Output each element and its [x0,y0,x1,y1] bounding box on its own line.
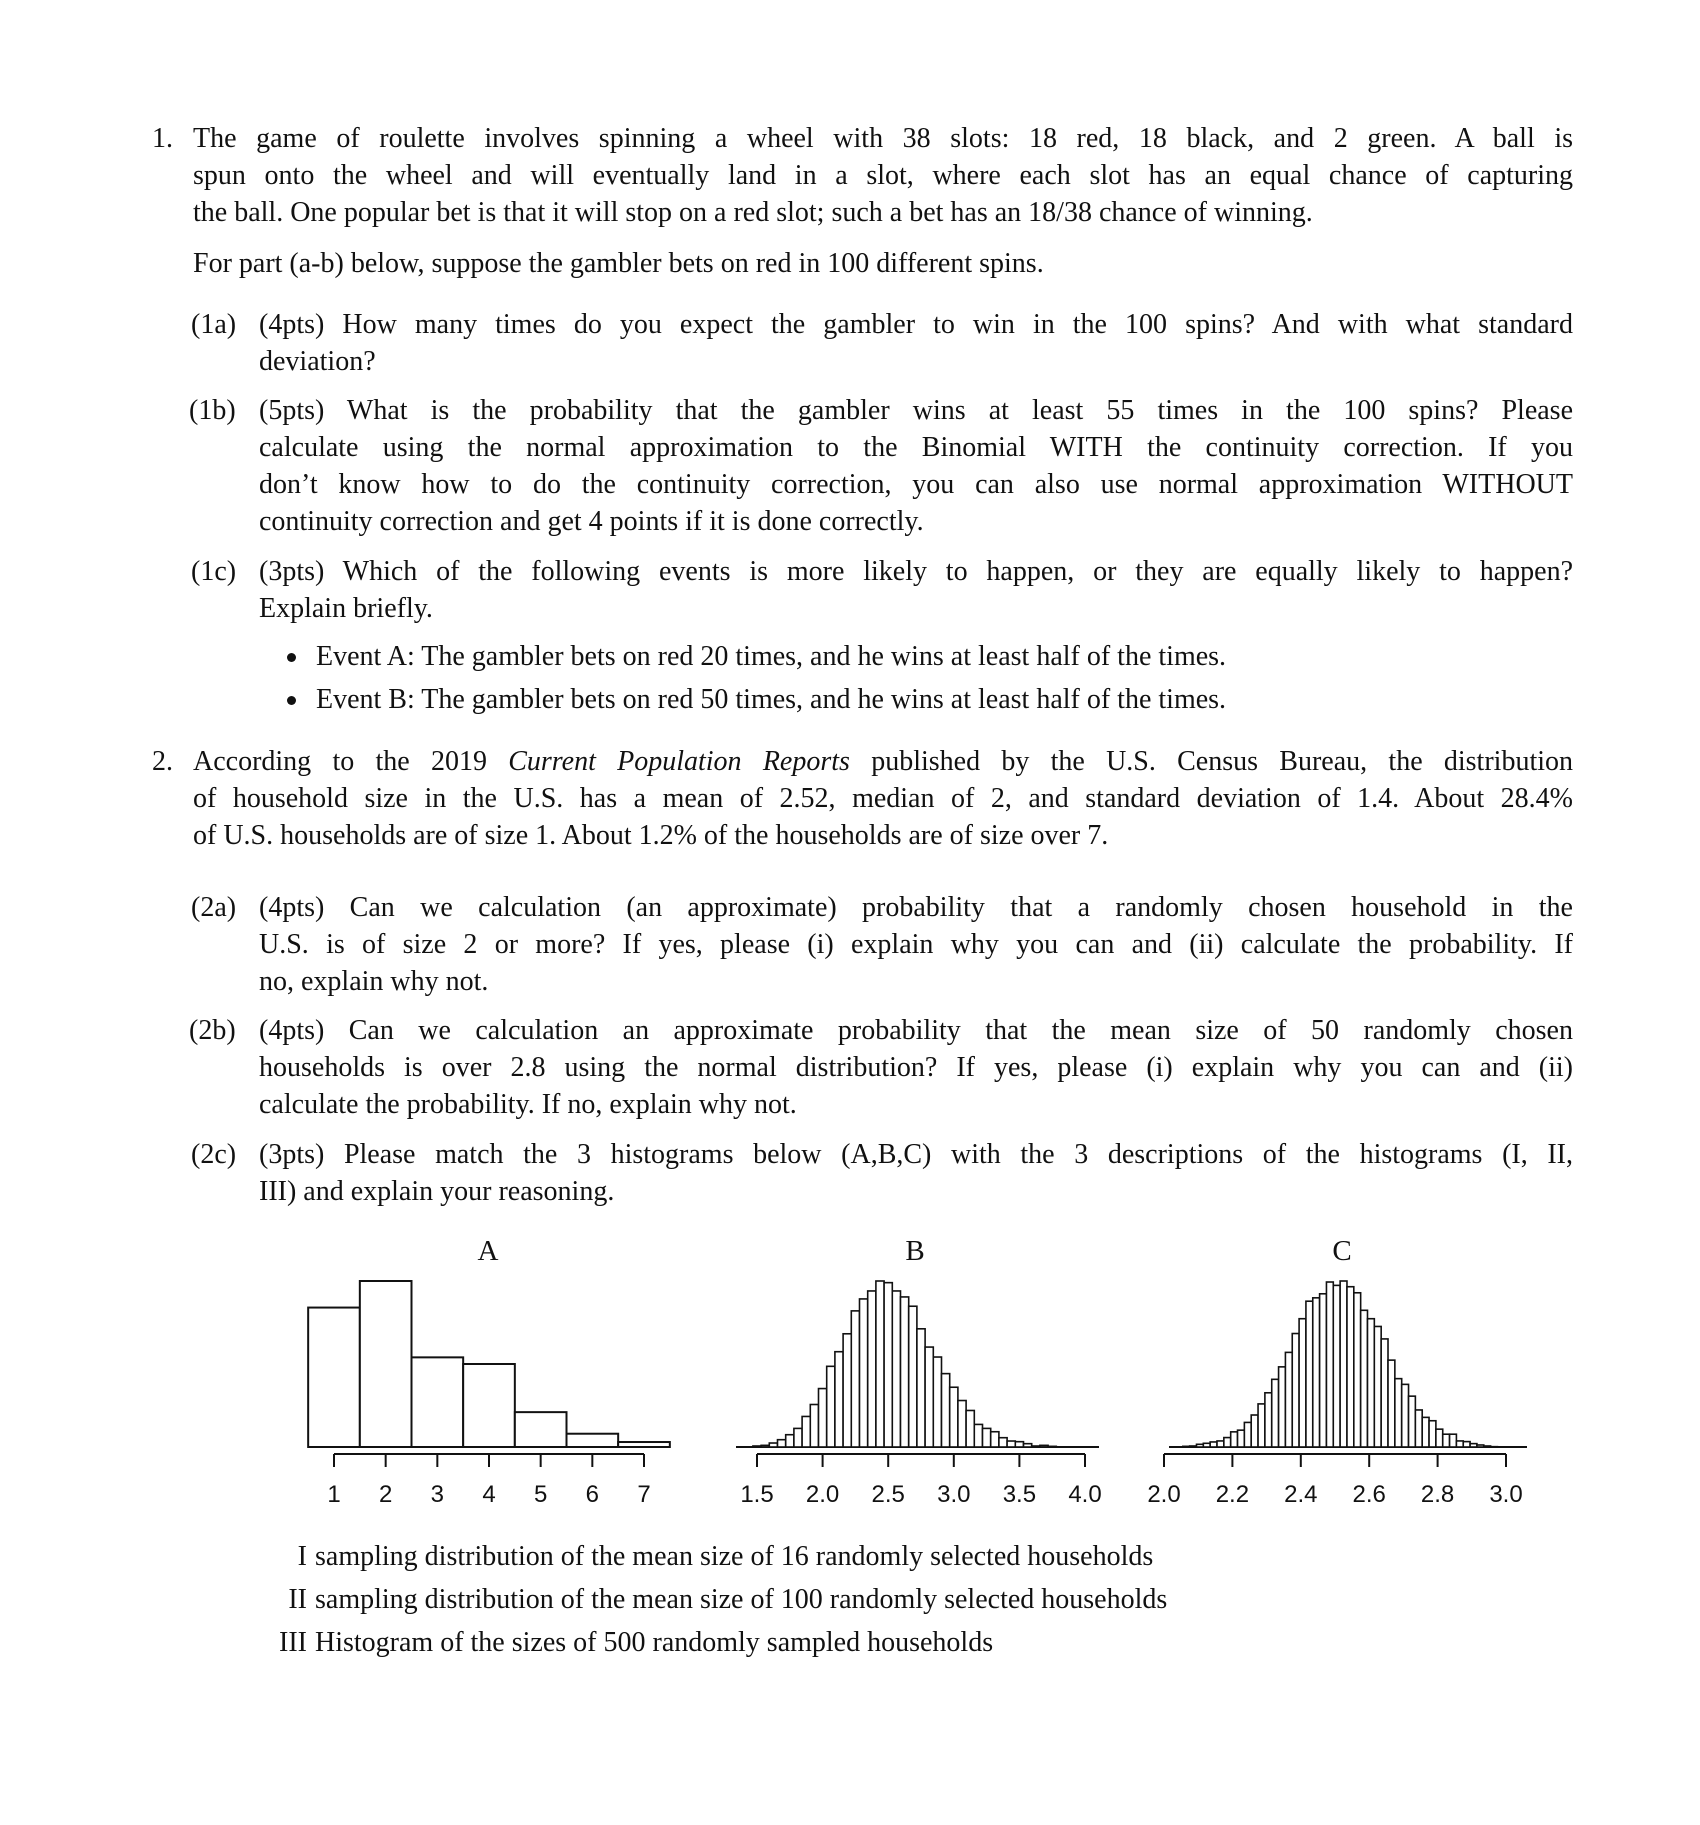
line1-post: published by the U.S. Census Bureau, the distribution [871,746,1573,777]
histogram-bar [1374,1326,1381,1447]
x-tick-label: 2.8 [1420,1481,1455,1508]
text-line: U.S. is of size 2 or more? If yes, please (i) explain why you can and (ii) calculate the probability. If [259,929,1573,960]
histogram-bar [835,1352,843,1447]
histogram-bar [1292,1334,1299,1447]
histogram-bar [974,1424,982,1447]
part-label-1c: (1c) [191,556,237,587]
text-line: (5pts) What is the probability that the gambler wins at least 55 times in the 100 spins? Please [259,395,1573,426]
histogram-bar [1024,1444,1032,1447]
histogram-bar [618,1442,670,1447]
x-tick-label: 4.0 [1068,1481,1102,1508]
histogram-bar [1224,1438,1231,1447]
part-label-2a: (2a) [191,892,237,923]
histogram-bar [1272,1379,1279,1447]
histogram-bar [1395,1379,1402,1447]
histogram-bar [827,1366,835,1447]
histogram-bar [1203,1443,1210,1447]
histogram-bar [1477,1445,1484,1447]
histogram-b [736,1281,1102,1508]
desc-text-ii: sampling distribution of the mean size of 100 randomly selected households [315,1584,1168,1615]
histogram-bar [769,1443,777,1447]
histogram-bar [999,1438,1007,1447]
x-tick-label: 5 [533,1481,548,1508]
histogram-bar [1258,1404,1265,1447]
x-tick-label: 6 [585,1481,600,1508]
histogram-bar [761,1445,769,1447]
histogram-bar [1422,1417,1429,1447]
histogram-bar [786,1435,794,1447]
histogram-bar [1190,1446,1197,1447]
histogram-bar [1354,1293,1361,1447]
histogram-bar [884,1283,892,1447]
part-label-1a: (1a) [191,309,237,340]
text-line: no, explain why not. [259,966,489,997]
text-line: of U.S. households are of size 1. About 1.2% of the households are of size over 7. [193,820,1109,851]
histogram-bar [901,1297,909,1447]
histogram-bar [412,1357,464,1447]
histogram-bar [1231,1432,1238,1447]
histogram-bar [1265,1393,1272,1447]
histogram-bar [942,1374,950,1447]
event-a-text: Event A: The gambler bets on red 20 times, and he wins at least half of the times. [316,641,1227,672]
histogram-bar [753,1446,761,1447]
text-line: Explain briefly. [259,593,433,624]
histogram-bar [1484,1446,1491,1447]
histogram-bar [1210,1442,1217,1447]
event-b-text: Event B: The gambler bets on red 50 times, and he wins at least half of the times. [316,684,1227,715]
question-1-number: 1. [152,123,173,154]
text-line: (3pts) Please match the 3 histograms below (A,B,C) with the 3 descriptions of the histograms (I, II, [259,1139,1573,1170]
histogram-bar [851,1311,859,1447]
histogram-bar [360,1281,412,1447]
histogram-bar [1340,1281,1347,1447]
text-line: spun onto the wheel and will eventually land in a slot, where each slot has an equal chance of capturing [193,160,1573,191]
histogram-bar [1015,1442,1023,1447]
histogram-bar [1196,1444,1203,1447]
histogram-bar [1285,1352,1292,1447]
text-line: (4pts) Can we calculation an approximate probability that the mean size of 50 randomly chosen [259,1015,1573,1046]
histogram-bar [1388,1360,1395,1447]
x-tick-label: 2.4 [1284,1481,1318,1508]
x-tick-label: 1.5 [740,1481,774,1508]
histogram-bar [1183,1446,1190,1447]
histogram-bar [794,1428,802,1447]
histogram-bar [1436,1429,1443,1447]
desc-text-i: sampling distribution of the mean size of 16 randomly selected households [315,1541,1154,1572]
x-tick-label: 3.0 [1489,1481,1523,1508]
histogram-bar [1381,1339,1388,1447]
histogram-bar [1470,1444,1477,1447]
report-title: Current Population Reports [508,746,850,777]
histogram-bar [1007,1441,1015,1447]
histogram-bar [1409,1396,1416,1447]
histogram-c-title: C [1332,1235,1352,1267]
histogram-bar [950,1387,958,1447]
histogram-bar [1443,1434,1450,1447]
line1-pre: According to the 2019 [193,746,487,777]
histogram-bar [983,1428,991,1447]
histogram-bar [1320,1294,1327,1447]
histogram-bar [778,1440,786,1447]
question-2-number: 2. [152,746,173,777]
histogram-bar [1361,1310,1368,1447]
histogram-bar [1217,1441,1224,1447]
text-line: of household size in the U.S. has a mean of 2.52, median of 2, and standard deviation of 1.4. About 28.4% [193,783,1573,814]
x-tick-label: 2.0 [1147,1481,1181,1508]
histogram-bar [1244,1422,1251,1447]
histogram-bar [876,1281,884,1447]
histogram-bar [917,1329,925,1447]
x-tick-label: 4 [482,1481,496,1508]
histogram-bar [1402,1384,1409,1447]
text-line: (4pts) Can we calculation (an approximate) probability that a randomly chosen household in the [259,892,1573,923]
x-tick-label: 3 [430,1481,445,1508]
desc-numeral-i: I [297,1541,307,1572]
histogram-bar [925,1347,933,1447]
histogram-bar [1238,1430,1245,1447]
part-label-1b: (1b) [189,395,236,426]
x-tick-label: 2.2 [1215,1481,1250,1508]
histogram-bar [802,1416,810,1447]
text-line: continuity correction and get 4 points if it is done correctly. [259,506,924,537]
histogram-bar [1367,1319,1374,1447]
histogram-bar [1347,1287,1354,1447]
histogram-bar [308,1308,360,1447]
part-label-2b: (2b) [189,1015,236,1046]
histogram-bar [515,1412,567,1447]
histogram-a [308,1281,670,1508]
x-tick-label: 2.6 [1352,1481,1386,1508]
desc-numeral-ii: II [288,1584,307,1615]
histogram-bar [933,1357,941,1447]
histogram-bar [958,1401,966,1447]
part-label-2c: (2c) [191,1139,237,1170]
histogram-bar [1463,1442,1470,1447]
x-tick-label: 2.0 [805,1481,840,1508]
histogram-bar [1313,1298,1320,1447]
histogram-bar [567,1434,619,1447]
histogram-bar [1326,1282,1333,1447]
histogram-bar [843,1334,851,1447]
text-line: (3pts) Which of the following events is more likely to happen, or they are equally likely to happen? [259,556,1573,587]
histogram-b-title: B [905,1235,925,1267]
x-tick-label: 3.0 [937,1481,971,1508]
histogram-bar [868,1291,876,1447]
desc-numeral-iii: III [279,1627,307,1658]
x-tick-label: 2.5 [871,1481,905,1508]
text-line: (4pts) How many times do you expect the gambler to win in the 100 spins? And with what standard [259,309,1573,340]
histogram-bar [463,1364,515,1447]
text-line: the ball. One popular bet is that it will stop on a red slot; such a bet has an 18/38 chance of winning. [193,197,1313,228]
histogram-bar [966,1410,974,1447]
histogram-a-title: A [477,1235,499,1267]
text-line: calculate using the normal approximation to the Binomial WITH the continuity correction. If you [259,432,1573,463]
text-line: households is over 2.8 using the normal distribution? If yes, please (i) explain why you can and (ii) [259,1052,1573,1083]
text-line: calculate the probability. If no, explain why not. [259,1089,797,1120]
histogram-bar [892,1291,900,1447]
x-tick-label: 1 [327,1481,341,1508]
histogram-bar [1456,1441,1463,1447]
histogram-bar [909,1306,917,1447]
x-tick-label: 3.5 [1002,1481,1037,1508]
histogram-bar [1299,1319,1306,1447]
histogram-bar [819,1389,827,1447]
histogram-bar [1251,1415,1258,1447]
histogram-bar [1415,1410,1422,1447]
histogram-bar [1279,1367,1286,1447]
histogram-bar [860,1299,868,1447]
histogram-bar [1032,1446,1040,1447]
histogram-c [1147,1281,1527,1508]
histogram-bar [1306,1301,1313,1447]
histogram-bar [1048,1446,1056,1447]
setup-text: For part (a-b) below, suppose the gambler bets on red in 100 different spins. [193,248,1044,279]
histogram-bar [1333,1285,1340,1447]
text-line: The game of roulette involves spinning a wheel with 38 slots: 18 red, 18 black, and 2 green. A ball is [193,123,1573,154]
x-tick-label: 2 [378,1481,393,1508]
text-line: deviation? [259,346,376,377]
text-line: III) and explain your reasoning. [259,1176,615,1207]
histogram-bar [1040,1445,1048,1447]
x-tick-label: 7 [637,1481,651,1508]
histogram-bar [1450,1434,1457,1447]
desc-text-iii: Histogram of the sizes of 500 randomly sampled households [315,1627,994,1658]
text-line: don’t know how to do the continuity correction, you can also use normal approximation WITHOUT [259,469,1573,500]
histogram-bar [1429,1421,1436,1447]
histogram-bar [991,1432,999,1447]
histogram-bar [810,1405,818,1447]
